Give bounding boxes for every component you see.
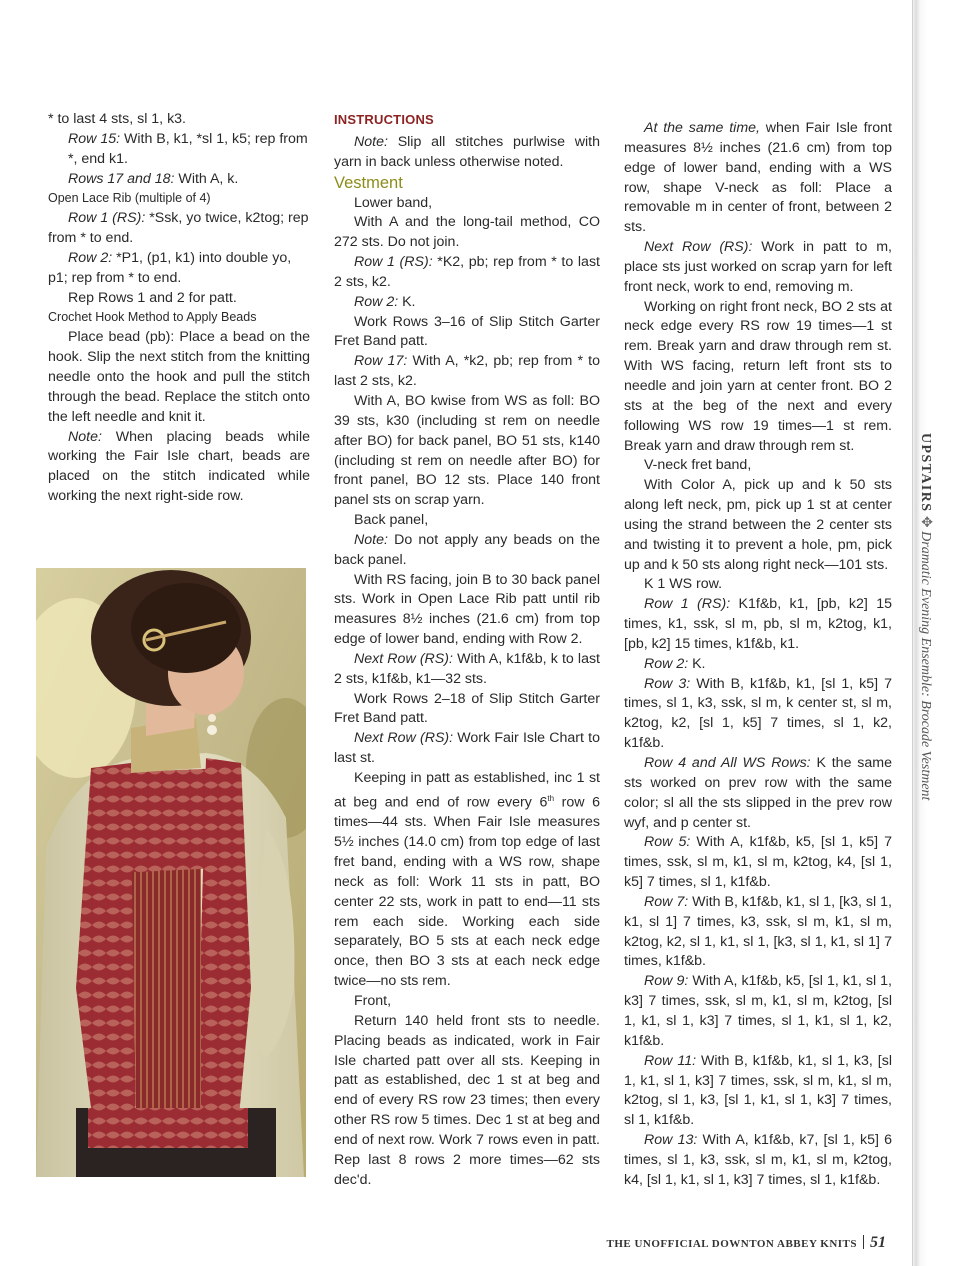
section-name: UPSTAIRS [918,433,933,513]
paragraph: With A, BO kwise from WS as foll: BO 39 sts, k30 (including st rem on needle after BO) for back panel, BO 51 sts, k140 (including st rem on needle after BO) for front panel, BO 12 sts. Place 140 front panel sts on scrap yarn. [334,392,600,509]
text-line: K 1 WS row. [644,576,723,593]
row-2: Row 2: K. [644,655,706,672]
paragraph: At the same time, when Fair Isle front measures 8½ inches (21.6 cm) from top edge of lower band, ending with a WS row, shape V-neck as foll: Place a removable m in center of front, between 2 sts. [624,120,892,236]
row-9: Row 9: With A, k1f&b, k5, [sl 1, k1, sl 1, k3] 7 times, ssk, sl m, k1, sl m, k2tog, [sl 1, k1, sl 1, k3] 7 times, sl 1, k1, sl 1, k2, k1f&b. [624,973,892,1049]
book-title: THE UNOFFICIAL DOWNTON ABBEY KNITS [606,1238,857,1250]
ornament-icon: ✥ [918,515,933,528]
row-15: Row 15: With B, k1, *sl 1, k5; rep from *, end k1. [68,130,308,167]
paragraph: Keeping in patt as established, inc 1 st at beg and end of row every 6th row 6 times—44 sts. When Fair Isle measures 5½ inches (14.0 cm) from top edge of last fret band, ending with a WS row, shape neck as foll: Work 11 sts in patt, BO center 22 sts, work in patt to end—11 sts rem each side. Working each side separately, BO 5 sts at each neck edge once, then BO 3 sts at each neck edge twice—no sts rem. [334,770,600,990]
note: Note: When placing beads while working the Fair Isle chart, beads are placed on the stitch indicated while working the next right-side row. [48,428,310,505]
subsection-label: Front, [354,993,392,1010]
row-4-ws: Row 4 and All WS Rows: K the same sts worked on prev row with the same color; sl all the sts slipped in the prev row wyf, and p center st. [624,755,892,831]
next-row: Next Row (RS): Work Fair Isle Chart to last st. [334,730,600,767]
column-3 [624,119,892,1191]
note: Note: Slip all stitches purlwise with yarn in back unless otherwise noted. [334,133,600,170]
paragraph: With A and the long-tail method, CO 272 sts. Do not join. [334,214,600,251]
row-7: Row 7: With B, k1f&b, k1, sl 1, [k3, sl 1, k1, sl 1] 7 times, k3, ssk, sl m, k1, sl m, k2tog, k2, sl 1, k1, sl 1, [k3, sl 1, k1, sl 1] 7 times, k1f&b. [624,893,892,970]
row-1: Row 1 (RS): *K2, pb; rep from * to last 2 sts, k2. [334,254,600,290]
next-row: Next Row (RS): Work in patt to m, place sts just worked on scrap yarn for left front neck, work to end, removing m. [624,239,892,295]
paragraph: Place bead (pb): Place a bead on the hook. Slip the next stitch from the knitting needle onto the hook and pull the stitch through the bead. Replace the stitch onto the left needle and knit it. [48,329,310,425]
column-2 [334,110,600,1190]
column-1 [48,110,310,507]
chapter-title: Dramatic Evening Ensemble: Brocade Vestment [918,531,933,801]
vestment-heading: Vestment [334,173,403,192]
paragraph: Work Rows 3–16 of Slip Stitch Garter Fret Band patt. [334,313,600,350]
row-17: Row 17: With A, *k2, pb; rep from * to last 2 sts, k2. [334,353,601,390]
row-3: Row 3: With B, k1f&b, k1, [sl 1, k5] 7 times, sl 1, k3, ssk, sl m, k center st, sl m, k2tog, k2, [sl 1, k5] 7 times, sl 1, k2, k1f&b. [624,675,893,752]
paragraph: With RS facing, join B to 30 back panel sts. Work in Open Lace Rib patt until rib measures 8½ inches (21.6 cm) from top edge of lower band, ending with Row 2. [334,571,600,648]
rows-17-18: Rows 17 and 18: With A, k. [68,170,239,187]
row-5: Row 5: With A, k1f&b, k5, [sl 1, k5] 7 times, ssk, sl m, k1, sl m, k2tog, k4, [sl 1, k5] 7 times, sl 1, k1f&b. [624,834,893,891]
row-13: Row 13: With A, k1f&b, k7, [sl 1, k5] 6 times, sl 1, k3, ssk, sl m, k1, sl m, k2tog, k4, [sl 1, k1, sl 1, k3] 7 times, sl 1, k1f&b. [624,1132,893,1188]
paragraph: Working on right front neck, BO 2 sts at neck edge every RS row 19 times—1 st rem. Break yarn and draw through rem st. With WS facing, return left front sts to needle and join yarn at center front. BO 2 sts at the beg of the next and every following WS row 19 times—1 st rem. Break yarn and draw through rem st. [624,298,892,454]
text-line: Rep Rows 1 and 2 for patt. [68,289,237,306]
method-heading: Crochet Hook Method to Apply Beads [48,310,257,325]
section-heading: INSTRUCTIONS [334,112,434,127]
text-line: * to last 4 sts, sl 1, k3. [48,111,186,127]
note: Note: Do not apply any beads on the back panel. [334,531,600,568]
next-row: Next Row (RS): With A, k1f&b, k to last 2 sts, k1f&b, k1—32 sts. [334,650,600,687]
page-number: 51 [870,1234,886,1251]
paragraph: Work Rows 2–18 of Slip Stitch Garter Fret Band patt. [334,690,600,727]
model-photo [36,568,306,1177]
row-1: Row 1 (RS): K1f&b, k1, [pb, k2] 15 times, k1, ssk, sl m, pb, sl m, k2tog, k1, [pb, k2] 15 times, k1f&b, k1. [624,596,892,652]
divider [863,1235,864,1249]
page-footer [607,1234,887,1252]
paragraph: With Color A, pick up and k 50 sts along left neck, pm, pick up 1 st at center using the strand between the 2 center sts and twisting it to prevent a hole, pm, pick up and k 50 sts along right neck—101 sts. [624,477,892,573]
subsection-label: Lower band, [354,194,433,211]
row-2: Row 2: K. [354,293,416,310]
row-2: Row 2: *P1, (p1, k1) into double yo, p1; rep from * to end. [48,249,292,286]
row-11: Row 11: With B, k1f&b, k1, sl 1, k3, [sl 1, k1, sl 1, k3] 7 times, ssk, sl m, k1, sl m, k2tog, sl 1, k3, [sl 1, k1, sl 1, k3] 7 times, sl 1, k1f&b. [624,1052,892,1129]
subsection-label: Back panel, [354,512,429,529]
stitch-heading: Open Lace Rib (multiple of 4) [48,191,211,206]
row-1: Row 1 (RS): *Ssk, yo twice, k2tog; rep from * to end. [48,210,309,247]
paragraph: Return 140 held front sts to needle. Placing beads as indicated, work in Fair Isle charted patt over all sts. Keeping in patt as established, dec 1 st at beg and end of every RS row 23 times; then every other RS row 5 times. Dec 1 st at beg and end of next row. Work 7 rows even in patt. Rep last 8 rows 2 more times—62 sts dec'd. [334,1012,600,1188]
running-title [917,433,934,800]
subsection-label: V-neck fret band, [644,457,752,474]
